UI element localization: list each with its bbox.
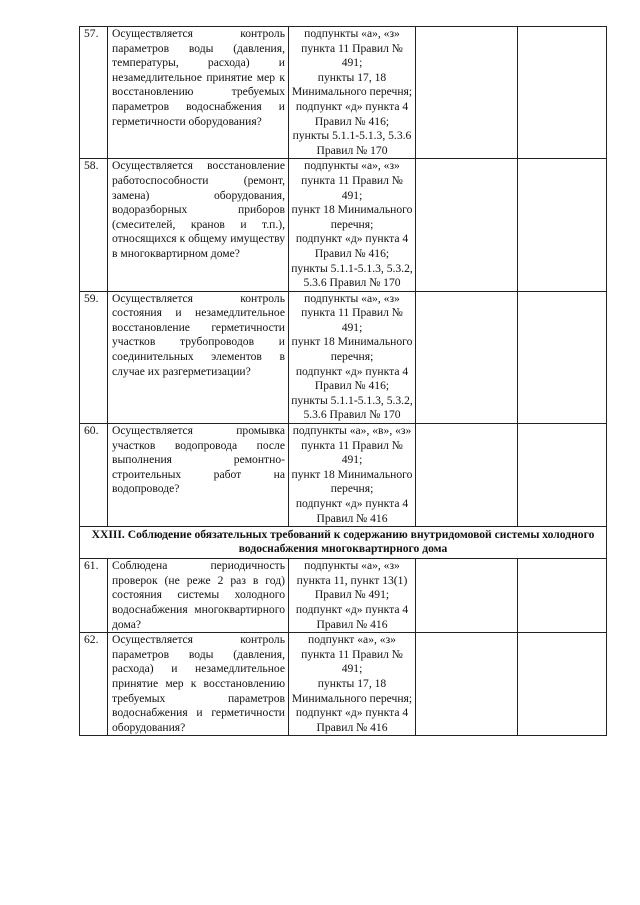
question-text: Осуществляется промывка участков водопровода после выполнения ремонтно-строительных работ на водопроводе?: [108, 424, 289, 527]
question-text: Осуществляется контроль параметров воды (давления, расхода) и незамедлительное принятие мер к восстановлению требуемых параметров водоснабжения и герметичности оборудования?: [108, 633, 289, 736]
legal-reference: [289, 291, 416, 423]
answer-cell[interactable]: [416, 291, 518, 423]
row-number: 59.: [80, 291, 108, 423]
row-number: 57.: [80, 27, 108, 159]
question-text: Осуществляется восстановление работоспособности (ремонт, замена) оборудования, водоразборных приборов (смесителей, кранов и т.п.), относящихся к общему имуществу в многоквартирном доме?: [108, 159, 289, 291]
table-row: [80, 291, 607, 423]
document-page: [79, 26, 606, 736]
legal-reference: [289, 424, 416, 527]
note-cell[interactable]: [518, 159, 607, 291]
reference-line: подпункт «д» пункта 4 Правил № 416;: [295, 232, 409, 260]
table-row: [80, 27, 607, 159]
reference-line: пункт 18 Минимального перечня;: [291, 467, 413, 496]
row-number: 62.: [80, 633, 108, 736]
question-text: Осуществляется контроль параметров воды (давления, температуры, расхода) и незамедлительное принятие мер к восстановлению требуемых параметров водоснабжения и герметичности оборудования?: [108, 27, 289, 159]
legal-reference: [289, 27, 416, 159]
legal-reference: [289, 559, 416, 633]
row-number: 61.: [80, 559, 108, 633]
table-row: [80, 159, 607, 291]
reference-line: подпункт «д» пункта 4 Правил № 416;: [295, 364, 409, 393]
reference-line: пункты 5.1.1-5.1.3, 5.3.6 Правил № 170: [292, 129, 412, 157]
reference-line: пункт 18 Минимального перечня;: [291, 335, 413, 364]
table-row: [80, 559, 607, 633]
note-cell[interactable]: [518, 559, 607, 633]
note-cell[interactable]: [518, 291, 607, 423]
section-title: XXIII. Соблюдение обязательных требований к содержанию внутридомовой системы холодного водоснабжения многоквартирного дома: [80, 527, 607, 559]
answer-cell[interactable]: [416, 633, 518, 736]
legal-reference: [289, 633, 416, 736]
question-text: Осуществляется контроль состояния и незамедлительное восстановление герметичности участков трубопроводов и соединительных элементов в случае их разгерметизации?: [108, 291, 289, 423]
checklist-table: [79, 26, 607, 736]
answer-cell[interactable]: [416, 559, 518, 633]
reference-line: подпункты «а», «з» пункта 11 Правил № 491;: [301, 159, 403, 202]
reference-line: подпункт «д» пункта 4 Правил № 416: [295, 497, 409, 525]
legal-reference: [289, 159, 416, 291]
table-row: [80, 633, 607, 736]
section-heading-row: [80, 527, 607, 559]
row-number: 60.: [80, 424, 108, 527]
reference-line: подпункт «д» пункта 4 Правил № 416: [295, 602, 409, 631]
reference-line: подпункт «а», «з» пункта 11 Правил № 491;: [301, 633, 403, 676]
note-cell[interactable]: [518, 633, 607, 736]
reference-line: подпункты «а», «з» пункта 11, пункт 13(1) Правил № 491;: [296, 559, 408, 602]
reference-line: подпункты «а», «з» пункта 11 Правил № 491;: [301, 291, 403, 334]
reference-line: пункты 5.1.1-5.1.3, 5.3.2, 5.3.6 Правил № 170: [291, 261, 413, 290]
note-cell[interactable]: [518, 27, 607, 159]
answer-cell[interactable]: [416, 27, 518, 159]
row-number: 58.: [80, 159, 108, 291]
answer-cell[interactable]: [416, 424, 518, 527]
reference-line: подпункты «а», «з» пункта 11 Правил № 491;: [301, 27, 403, 70]
reference-line: пункты 17, 18 Минимального перечня;: [291, 70, 413, 99]
reference-line: подпункты «а», «в», «з» пункта 11 Правил № 491;: [292, 424, 412, 467]
reference-line: пункты 5.1.1-5.1.3, 5.3.2, 5.3.6 Правил № 170: [291, 393, 413, 422]
reference-line: подпункт «д» пункта 4 Правил № 416: [295, 706, 409, 734]
question-text: Соблюдена периодичность проверок (не реже 2 раз в год) состояния системы холодного водоснабжения многоквартирного дома?: [108, 559, 289, 633]
reference-line: пункты 17, 18 Минимального перечня;: [291, 676, 413, 705]
note-cell[interactable]: [518, 424, 607, 527]
reference-line: подпункт «д» пункта 4 Правил № 416;: [295, 99, 409, 128]
answer-cell[interactable]: [416, 159, 518, 291]
table-row: [80, 424, 607, 527]
reference-line: пункт 18 Минимального перечня;: [291, 203, 413, 231]
